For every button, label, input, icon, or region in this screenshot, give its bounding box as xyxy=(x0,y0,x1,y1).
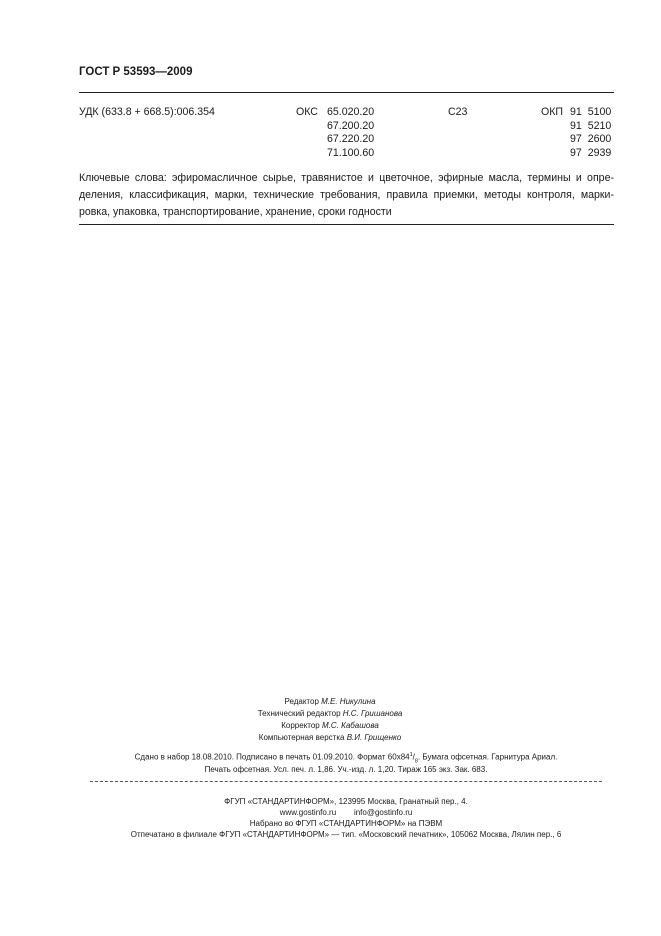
udk-code: УДК (633.8 + 668.5):006.354 xyxy=(79,106,215,118)
publisher-address: ФГУП «СТАНДАРТИНФОРМ», 123995 Москва, Гранатный пер., 4. xyxy=(224,797,468,806)
credit-editor: Редактор М.Е. Никулина xyxy=(284,697,376,706)
keywords-block xyxy=(79,170,614,221)
publisher-web: www.gostinfo.ru info@gostinfo.ru xyxy=(279,808,413,817)
okp-label: ОКП xyxy=(541,106,564,118)
okp-code: 97 2939 xyxy=(570,147,612,160)
oks-codes xyxy=(327,106,374,161)
oks-code: 67.200.20 xyxy=(327,119,375,132)
typeset-info: Набрано во ФГУП «СТАНДАРТИНФОРМ» на ПЭВМ xyxy=(249,819,443,828)
keywords-line: Ключевые слова: эфиромасличное сырье, травянистое и цветочное, эфирные масла, термины и опре- xyxy=(79,172,614,184)
credits-block xyxy=(200,696,460,744)
oks-label: ОКС xyxy=(296,106,318,118)
okp-code: 91 5100 xyxy=(570,106,612,118)
printed-info: Отпечатано в филиале ФГУП «СТАНДАРТИНФОРМ» — тип. «Московский печатник», 105062 Москва, Лялин пер., 6 xyxy=(130,830,562,839)
okp-codes xyxy=(570,106,611,161)
oks-code: 67.220.20 xyxy=(327,133,375,146)
print-info-line-2: Печать офсетная. Усл. печ. л. 1,86. Уч.-изд. л. 1,20. Тираж 165 экз. Зак. 683. xyxy=(204,765,488,774)
dotted-separator xyxy=(90,781,602,782)
bottom-rule xyxy=(79,224,614,225)
group-code: C23 xyxy=(448,106,468,118)
top-rule xyxy=(79,92,614,93)
oks-code: 65.020.20 xyxy=(327,106,375,118)
keywords-line: ровка, упаковка, транспортирование, хранение, сроки годности xyxy=(79,206,392,218)
document-id: ГОСТ Р 53593—2009 xyxy=(79,66,193,78)
okp-code: 91 5210 xyxy=(570,119,612,132)
print-info-line-1: Сдано в набор 18.08.2010. Подписано в печать 01.09.2010. Формат $60х84^1/_8$. Бумага офсетная. Гарнитура Ариал. xyxy=(134,752,558,765)
credit-proofreader: Корректор М.С. Кабашова xyxy=(281,721,379,730)
keywords-line: деления, классификация, марки, технические требования, правила приемки, методы контроля, марки- xyxy=(79,189,614,201)
credit-layout: Компьютерная верстка В.И. Грищенко xyxy=(258,733,402,742)
oks-code: 71.100.60 xyxy=(327,147,375,160)
credit-tech-editor: Технический редактор Н.С. Гришанова xyxy=(257,709,403,718)
okp-code: 97 2600 xyxy=(570,133,612,146)
